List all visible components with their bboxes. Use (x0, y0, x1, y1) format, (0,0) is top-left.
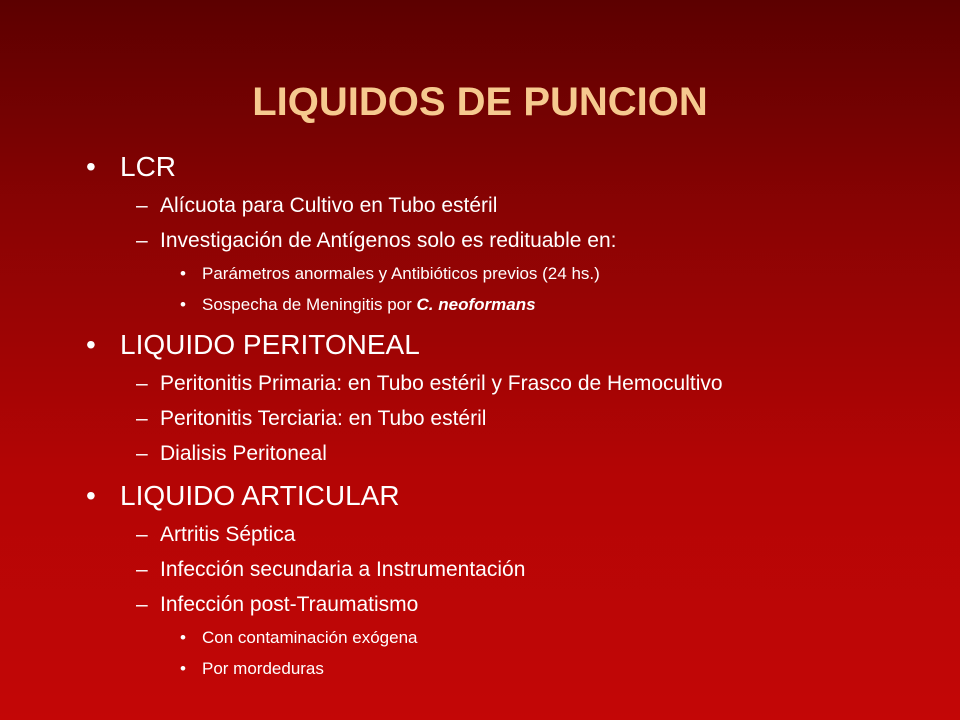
dash-icon: – (136, 558, 148, 581)
sub-item-label: Dialisis Peritoneal (160, 442, 327, 465)
bullet-icon: • (180, 264, 186, 283)
sub-item-label: Peritonitis Primaria: en Tubo estéril y Frasco de Hemocultivo (160, 372, 723, 395)
bullet-icon: • (86, 329, 96, 360)
sub-item (124, 227, 936, 254)
dash-icon: – (136, 593, 148, 616)
bullet-item-liquido-articular (86, 479, 936, 513)
sub-item (124, 370, 936, 397)
sub-sub-item (180, 263, 936, 285)
dash-icon: – (136, 229, 148, 252)
sub-sub-item-label: Por mordeduras (202, 659, 324, 678)
sub-item (124, 405, 936, 432)
species-name: C. neoformans (416, 295, 536, 314)
sub-item (124, 591, 936, 618)
bullet-icon: • (180, 295, 186, 314)
sub-item (124, 440, 936, 467)
bullet-item-lcr (86, 150, 936, 184)
sub-sub-item-label: Con contaminación exógena (202, 628, 418, 647)
sub-item-label: Peritonitis Terciaria: en Tubo estéril (160, 407, 487, 430)
sub-sub-item (180, 294, 936, 316)
slide-title: LIQUIDOS DE PUNCION (252, 80, 708, 124)
sub-sub-item (180, 658, 936, 680)
dash-icon: – (136, 407, 148, 430)
sub-item-label: Infección post-Traumatismo (160, 593, 419, 616)
slide-content (86, 150, 936, 680)
sub-item-label: Investigación de Antígenos solo es redituable en: (160, 229, 617, 252)
dash-icon: – (136, 372, 148, 395)
bullet-label: LCR (120, 151, 177, 182)
dash-icon: – (136, 442, 148, 465)
sub-sub-item-label: Parámetros anormales y Antibióticos previos (24 hs.) (202, 264, 600, 283)
bullet-label: LIQUIDO PERITONEAL (120, 329, 420, 360)
bullet-icon: • (86, 151, 96, 182)
sub-item-label: Infección secundaria a Instrumentación (160, 558, 526, 581)
dash-icon: – (136, 194, 148, 217)
bullet-icon: • (180, 659, 186, 678)
sub-item-label: Artritis Séptica (160, 523, 296, 546)
sub-item (124, 192, 936, 219)
bullet-icon: • (180, 628, 186, 647)
dash-icon: – (136, 523, 148, 546)
sub-item-label: Alícuota para Cultivo en Tubo estéril (160, 194, 498, 217)
sub-item (124, 556, 936, 583)
bullet-icon: • (86, 480, 96, 511)
bullet-label: LIQUIDO ARTICULAR (120, 480, 400, 511)
sub-sub-item-label: Sospecha de Meningitis por (202, 295, 417, 314)
bullet-item-liquido-peritoneal (86, 328, 936, 362)
sub-sub-item (180, 627, 936, 649)
sub-item (124, 521, 936, 548)
